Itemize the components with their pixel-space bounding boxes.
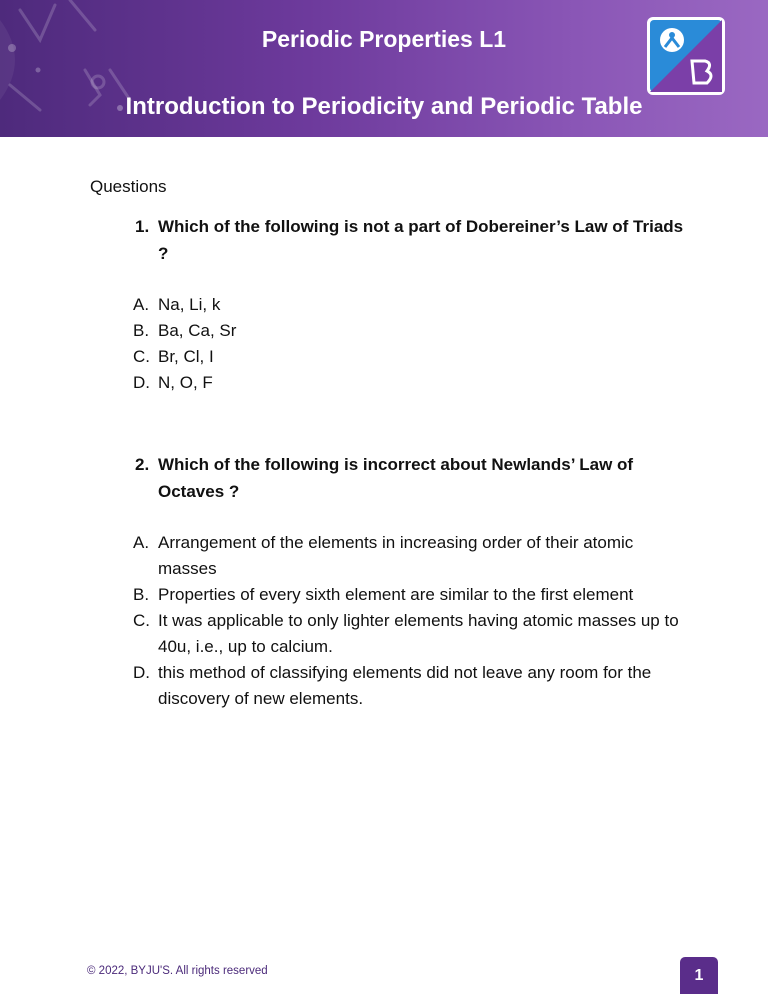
option-item: A. Na, Li, k [133,295,221,314]
byjus-logo-icon [647,17,725,95]
option-item: C. Br, Cl, I [133,347,214,366]
header-banner [0,0,768,137]
question-number: 2. [135,455,150,474]
option-item: C. It was applicable to only lighter elements having atomic masses up to 40u, i.e., up to calcium. [133,611,679,656]
question-2 [135,451,695,505]
option-item: A. Arrangement of the elements in increasing order of their atomic masses [133,533,634,578]
question-2-options [133,530,693,712]
page-subtitle: Introduction to Periodicity and Periodic Table [125,93,643,120]
option-item: B. Ba, Ca, Sr [133,321,237,340]
question-number: 1. [135,217,150,236]
option-item: D. this method of classifying elements did not leave any room for the discovery of new elements. [133,663,652,708]
page-title: Periodic Properties L1 [261,26,507,52]
option-item: D. N, O, F [133,373,213,392]
question-text: Which of the following is not a part of Dobereiner’s Law of Triads ? [158,217,684,263]
question-1 [135,213,695,267]
question-text: Which of the following is incorrect about Newlands’ Law of Octaves ? [158,455,634,501]
section-label: Questions [90,177,167,196]
page-number-badge: 1 [680,957,718,994]
copyright-notice: © 2022, BYJU'S. All rights reserved [87,965,268,977]
question-1-options [133,292,693,396]
option-item: B. Properties of every sixth element are similar to the first element [133,585,634,604]
